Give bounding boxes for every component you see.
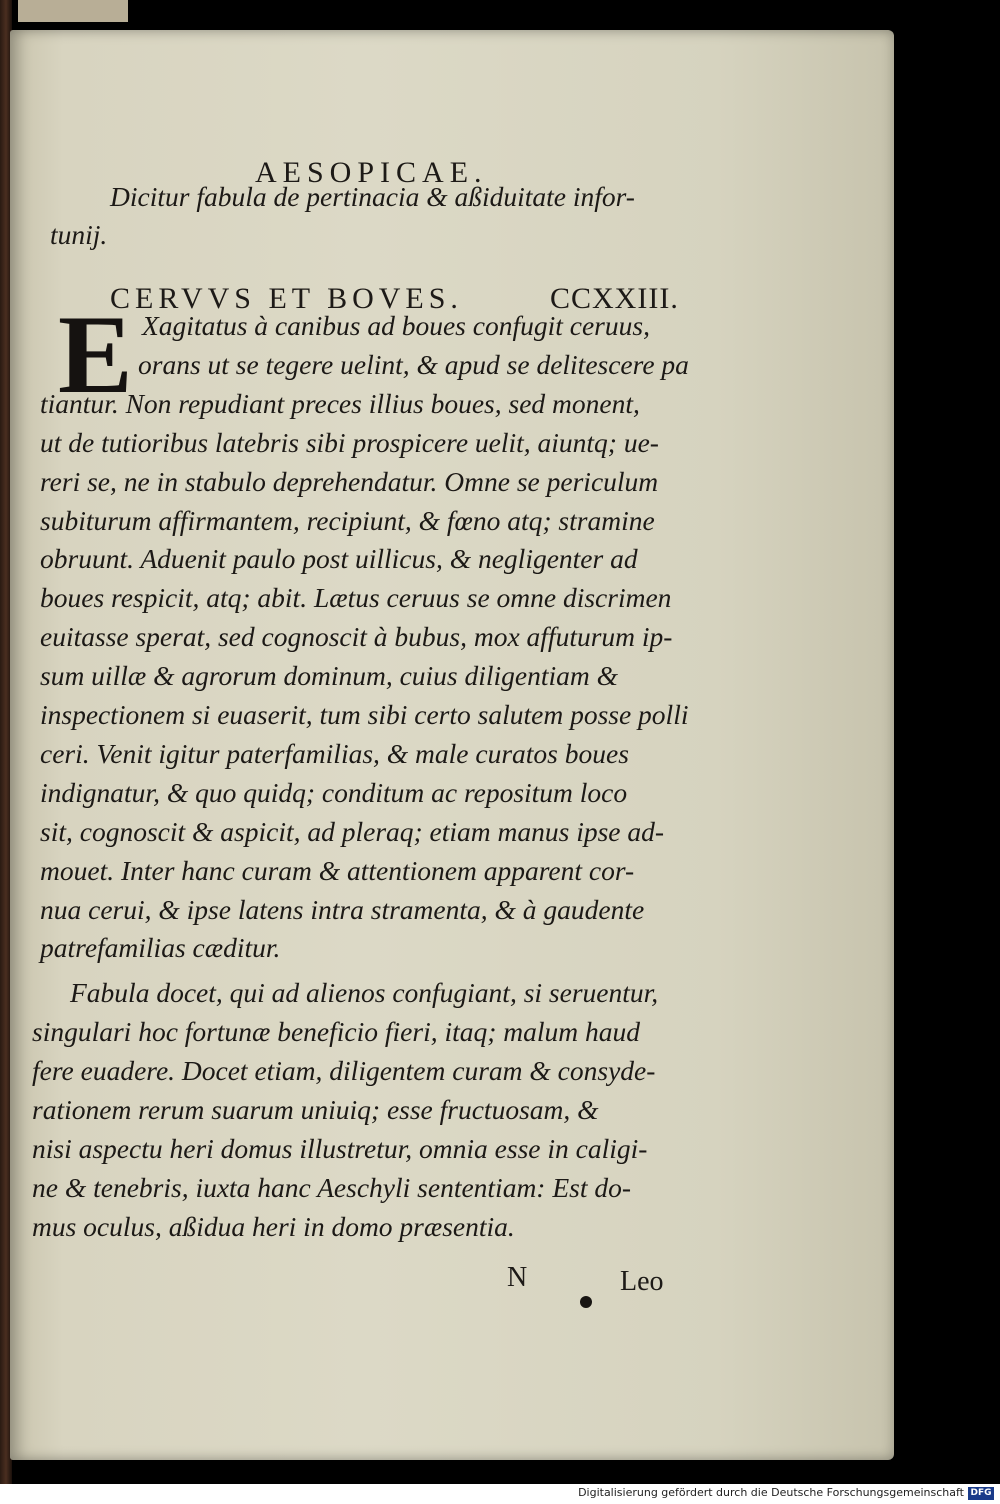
text-line: mus oculus, aßidua heri in domo præsentia.: [32, 1210, 515, 1242]
text-line: mouet. Inter hanc curam & attentionem apparent cor-: [40, 854, 635, 886]
text-line: euitasse sperat, sed cognoscit à bubus, mox affuturum ip-: [40, 621, 673, 653]
drop-cap-initial: E: [58, 293, 133, 417]
text-line: ut de tutioribus latebris sibi prospicere uelit, aiuntq; ue-: [40, 426, 659, 458]
text-line: reri se, ne in stabulo deprehendatur. Omne se periculum: [40, 465, 659, 497]
footer-credit: Digitalisierung gefördert durch die Deutsche Forschungsgemeinschaft: [578, 1486, 964, 1499]
ink-dot: [580, 1296, 592, 1308]
text-line: Fabula docet, qui ad alienos confugiant, si seruentur,: [70, 977, 659, 1009]
text-line: nua cerui, & ipse latens intra stramenta, & à gaudente: [40, 893, 645, 925]
text-line: rationem rerum suarum uniuiq; esse fructuosam, &: [32, 1094, 599, 1125]
text-line: Xagitatus à canibus ad boues confugit ceruus,: [142, 310, 650, 341]
book-page: [10, 30, 894, 1460]
text-line: ceri. Venit igitur paterfamilias, & male curatos boues: [40, 737, 629, 769]
text-line: indignatur, & quo quidq; conditum ac repositum loco: [40, 776, 628, 808]
text-line: subiturum affirmantem, recipiunt, & fœno atq; stramine: [40, 504, 655, 536]
text-line: ne & tenebris, iuxta hanc Aeschyli sententiam: Est do-: [32, 1171, 632, 1203]
text-line: nisi aspectu heri domus illustretur, omnia esse in caligi-: [32, 1132, 648, 1164]
text-line: Dicitur fabula de pertinacia & aßiduitate infor-: [110, 181, 635, 212]
text-line: boues respicit, atq; abit. Lætus ceruus se omne discrimen: [40, 582, 672, 614]
fable-number: CCXXIII.: [550, 282, 679, 315]
text-line: singulari hoc fortunæ beneficio fieri, itaq; malum haud: [32, 1016, 641, 1048]
text-line: obruunt. Aduenit paulo post uillicus, & negligenter ad: [40, 543, 638, 575]
running-head: AESOPICAE.: [255, 156, 488, 189]
text-line: inspectionem si euaserit, tum sibi certo salutem posse polli: [40, 699, 689, 730]
digitization-footer: [0, 1484, 1000, 1504]
fable-title: CERVVS ET BOVES.: [110, 282, 463, 315]
catchword: Leo: [620, 1266, 664, 1297]
text-line: sit, cognoscit & aspicit, ad pleraq; etiam manus ipse ad-: [40, 815, 665, 847]
signature-mark: N: [507, 1262, 528, 1293]
text-line: tunij.: [50, 219, 108, 250]
text-line: orans ut se tegere uelint, & apud se delitescere pa: [138, 348, 689, 380]
dfg-logo: DFG: [968, 1487, 994, 1500]
text-line: patrefamilias cæditur.: [40, 932, 281, 964]
text-line: sum uillæ & agrorum dominum, cuius diligentiam &: [40, 660, 619, 692]
text-line: tiantur. Non repudiant preces illius boues, sed monent,: [40, 387, 640, 419]
adjacent-page-edge: [18, 0, 128, 22]
text-line: fere euadere. Docet etiam, diligentem curam & consyde-: [32, 1055, 656, 1087]
